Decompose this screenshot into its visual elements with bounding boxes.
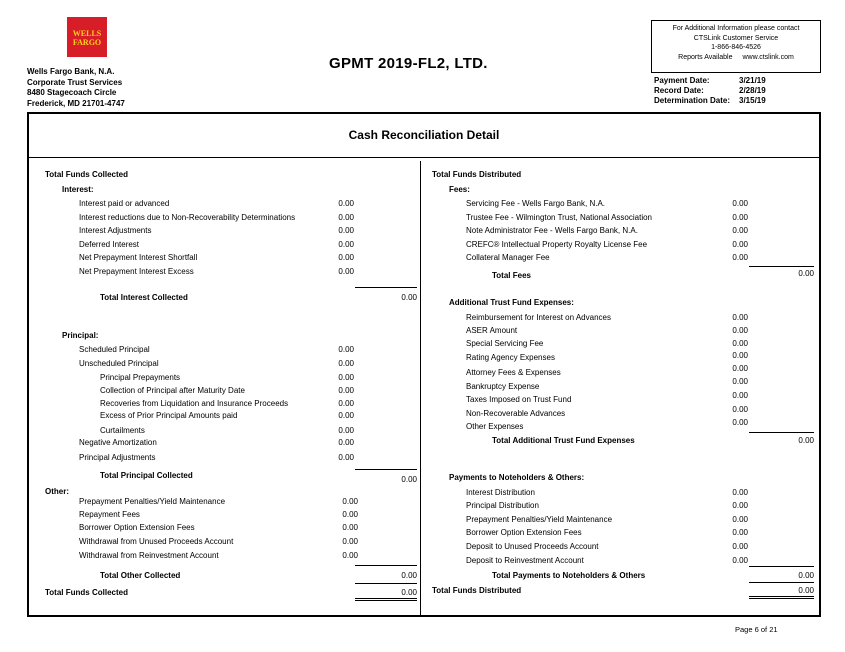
date-label: Determination Date: — [654, 96, 731, 105]
line-item-label: Note Administrator Fee - Wells Fargo Bank, N.A. — [466, 226, 638, 235]
line-item-label: Net Prepayment Interest Excess — [79, 267, 194, 276]
logo-text-line2: FARGO — [72, 38, 102, 47]
line-item-value: 0.00 — [338, 426, 354, 435]
line-item-label: Unscheduled Principal — [79, 359, 159, 368]
line-item-label: Attorney Fees & Expenses — [466, 368, 561, 377]
logo-text-line1: WELLS — [72, 29, 102, 38]
line-item-label: Deposit to Unused Proceeds Account — [466, 542, 599, 551]
total-principal-label: Total Principal Collected — [100, 471, 193, 480]
subtotal-rule — [749, 582, 814, 583]
total-funds-distributed-value: 0.00 — [798, 586, 814, 595]
column-divider — [420, 161, 421, 615]
line-item-label: Special Servicing Fee — [466, 339, 544, 348]
date-value: 3/15/19 — [739, 96, 766, 105]
line-item-label: Non-Recoverable Advances — [466, 409, 566, 418]
line-item-value: 0.00 — [342, 537, 358, 546]
total-expenses-label: Total Additional Trust Fund Expenses — [492, 436, 635, 445]
line-item-label: Taxes Imposed on Trust Fund — [466, 395, 572, 404]
line-item-label: Withdrawal from Unused Proceeds Account — [79, 537, 234, 546]
total-funds-collected-label: Total Funds Collected — [45, 588, 128, 597]
date-value: 2/28/19 — [739, 86, 766, 95]
line-item-value: 0.00 — [338, 438, 354, 447]
line-item-label: Trustee Fee - Wilmington Trust, National Association — [466, 213, 652, 222]
line-item-value: 0.00 — [342, 551, 358, 560]
line-item-label: Prepayment Penalties/Yield Maintenance — [466, 515, 613, 524]
line-item-label: Interest reductions due to Non-Recoverability Determinations — [79, 213, 296, 222]
line-item-label: ASER Amount — [466, 326, 518, 335]
line-item-value: 0.00 — [338, 359, 354, 368]
line-item-value: 0.00 — [342, 523, 358, 532]
total-funds-distributed-label: Total Funds Distributed — [432, 586, 522, 595]
line-item-label: Reimbursement for Interest on Advances — [466, 313, 611, 322]
line-item-label: Interest paid or advanced — [79, 199, 170, 208]
line-item-value: 0.00 — [338, 345, 354, 354]
website-link[interactable]: www.ctslink.com — [742, 53, 794, 61]
total-funds-distributed-header: Total Funds Distributed — [432, 170, 522, 179]
line-item-value: 0.00 — [732, 556, 748, 565]
line-item-value: 0.00 — [732, 391, 748, 400]
dates-block — [654, 76, 766, 106]
total-interest-value: 0.00 — [401, 293, 417, 302]
wells-fargo-logo — [67, 17, 107, 57]
line-item-value: 0.00 — [338, 226, 354, 235]
line-item-value: 0.00 — [732, 226, 748, 235]
other-header: Other: — [45, 487, 69, 496]
line-item-value: 0.00 — [732, 501, 748, 510]
subtotal-rule — [355, 565, 417, 566]
line-item-value: 0.00 — [342, 510, 358, 519]
total-expenses-value: 0.00 — [798, 436, 814, 445]
line-item-value: 0.00 — [338, 386, 354, 395]
total-other-value: 0.00 — [401, 571, 417, 580]
line-item-label: Bankruptcy Expense — [466, 382, 540, 391]
line-item-value: 0.00 — [732, 377, 748, 386]
total-principal-value: 0.00 — [401, 475, 417, 484]
line-item-value: 0.00 — [338, 199, 354, 208]
line-item-value: 0.00 — [732, 542, 748, 551]
line-item-value: 0.00 — [732, 364, 748, 373]
address-line: Wells Fargo Bank, N.A. — [27, 67, 115, 76]
info-line: For Additional Information please contact — [672, 25, 800, 32]
total-fees-value: 0.00 — [798, 269, 814, 278]
line-item-value: 0.00 — [732, 253, 748, 262]
line-item-value: 0.00 — [338, 267, 354, 276]
page-number: Page 6 of 21 — [735, 625, 778, 634]
expenses-header: Additional Trust Fund Expenses: — [449, 298, 574, 307]
info-line: CTSLink Customer Service — [693, 34, 779, 42]
line-item-value: 0.00 — [732, 351, 748, 360]
info-line: Reports Available — [678, 53, 733, 61]
interest-header: Interest: — [62, 185, 94, 194]
line-item-label: Excess of Prior Principal Amounts paid — [100, 411, 238, 420]
contact-info-box — [651, 20, 821, 73]
line-item-value: 0.00 — [338, 253, 354, 262]
line-item-label: Scheduled Principal — [79, 345, 150, 354]
line-item-value: 0.00 — [732, 313, 748, 322]
line-item-value: 0.00 — [732, 418, 748, 427]
line-item-label: Prepayment Penalties/Yield Maintenance — [79, 497, 226, 506]
line-item-label: Other Expenses — [466, 422, 524, 431]
line-item-label: CREFC® Intellectual Property Royalty License Fee — [466, 240, 648, 249]
line-item-label: Rating Agency Expenses — [466, 353, 555, 362]
subtotal-rule — [355, 583, 417, 584]
line-item-value: 0.00 — [338, 399, 354, 408]
subtotal-rule — [355, 469, 417, 470]
total-funds-collected-value: 0.00 — [401, 588, 417, 597]
line-item-label: Interest Adjustments — [79, 226, 152, 235]
line-item-value: 0.00 — [732, 213, 748, 222]
line-item-label: Deferred Interest — [79, 240, 140, 249]
line-item-label: Recoveries from Liquidation and Insurance Proceeds — [100, 399, 289, 408]
address-line: Frederick, MD 21701-4747 — [27, 98, 125, 108]
line-item-value: 0.00 — [732, 326, 748, 335]
line-item-value: 0.00 — [732, 528, 748, 537]
line-item-label: Collection of Principal after Maturity Date — [100, 386, 245, 395]
line-item-value: 0.00 — [338, 213, 354, 222]
line-item-value: 0.00 — [342, 497, 358, 506]
line-item-value: 0.00 — [732, 405, 748, 414]
subtotal-rule — [749, 566, 814, 567]
line-item-label: Borrower Option Extension Fees — [466, 528, 582, 537]
subtotal-rule — [355, 287, 417, 288]
line-item-value: 0.00 — [732, 488, 748, 497]
line-item-label: Withdrawal from Reinvestment Account — [79, 551, 219, 560]
line-item-label: Net Prepayment Interest Shortfall — [79, 253, 198, 262]
line-item-label: Curtailments — [100, 426, 145, 435]
date-label: Record Date: — [654, 86, 704, 95]
divider — [29, 157, 819, 158]
line-item-value: 0.00 — [338, 411, 354, 420]
payments-header: Payments to Noteholders & Others: — [449, 473, 585, 482]
line-item-label: Servicing Fee - Wells Fargo Bank, N.A. — [466, 199, 606, 208]
total-payments-label: Total Payments to Noteholders & Others — [492, 571, 646, 580]
subtotal-rule — [749, 266, 814, 267]
info-line: 1-866-846-4526 — [711, 44, 761, 51]
line-item-label: Principal Prepayments — [100, 373, 181, 382]
total-other-label: Total Other Collected — [100, 571, 181, 580]
line-item-value: 0.00 — [732, 240, 748, 249]
page-title: GPMT 2019-FL2, LTD. — [329, 55, 488, 72]
address-line: 8480 Stagecoach Circle — [27, 88, 117, 97]
date-label: Payment Date: — [654, 76, 710, 85]
line-item-value: 0.00 — [338, 373, 354, 382]
line-item-label: Interest Distribution — [466, 488, 535, 497]
grand-total-rule — [749, 596, 814, 599]
line-item-value: 0.00 — [338, 453, 354, 462]
fees-header: Fees: — [449, 185, 470, 194]
line-item-label: Repayment Fees — [79, 510, 140, 519]
line-item-label: Principal Adjustments — [79, 453, 156, 462]
bank-address — [27, 67, 125, 109]
subtotal-rule — [749, 432, 814, 433]
date-value: 3/21/19 — [739, 76, 766, 85]
line-item-label: Deposit to Reinvestment Account — [466, 556, 584, 565]
line-item-value: 0.00 — [732, 515, 748, 524]
section-title: Cash Reconciliation Detail — [348, 128, 500, 142]
total-funds-collected-header: Total Funds Collected — [45, 170, 128, 179]
line-item-value: 0.00 — [732, 339, 748, 348]
address-line: Corporate Trust Services — [27, 77, 123, 87]
line-item-label: Principal Distribution — [466, 501, 539, 510]
line-item-value: 0.00 — [732, 199, 748, 208]
line-item-value: 0.00 — [338, 240, 354, 249]
line-item-label: Negative Amortization — [79, 438, 157, 447]
line-item-label: Borrower Option Extension Fees — [79, 523, 195, 532]
principal-header: Principal: — [62, 331, 99, 340]
total-payments-value: 0.00 — [798, 571, 814, 580]
total-interest-label: Total Interest Collected — [100, 293, 188, 302]
total-fees-label: Total Fees — [492, 271, 531, 280]
line-item-label: Collateral Manager Fee — [466, 253, 550, 262]
grand-total-rule — [355, 598, 417, 601]
